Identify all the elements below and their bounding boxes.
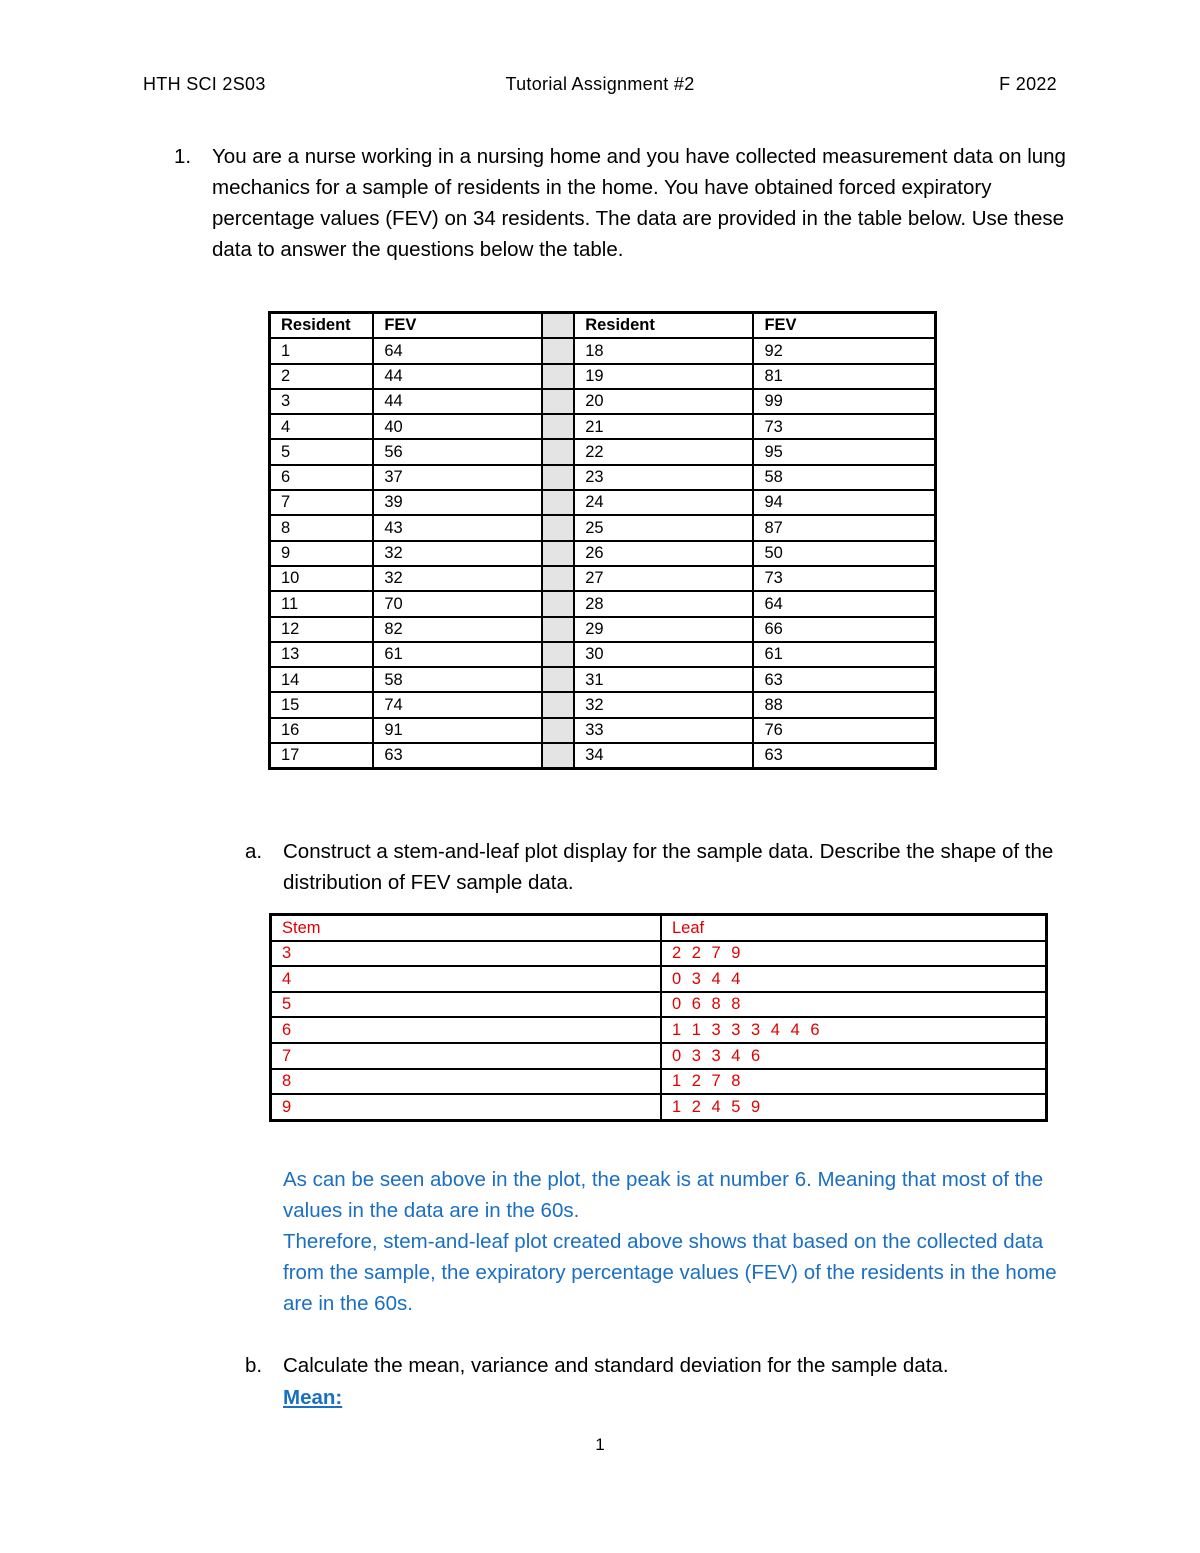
part-b-text: Calculate the mean, variance and standard deviation for the sample data. xyxy=(283,1354,949,1377)
table-row xyxy=(270,338,936,363)
table-divider xyxy=(542,692,574,717)
fev-cell: 32 xyxy=(373,566,542,591)
fev-cell: 61 xyxy=(373,642,542,667)
header-term: F 2022 xyxy=(999,74,1057,94)
table-row xyxy=(270,566,936,591)
stem-cell: 9 xyxy=(271,1094,662,1120)
leaf-cell: 1 1 3 3 3 4 4 6 xyxy=(661,1017,1047,1043)
fev-cell: 64 xyxy=(753,591,935,616)
fev-cell: 63 xyxy=(373,743,542,769)
fev-cell: 64 xyxy=(373,338,542,363)
stem-cell: 8 xyxy=(271,1069,662,1095)
table-divider xyxy=(542,743,574,769)
resident-cell: 27 xyxy=(574,566,753,591)
question-1-text: You are a nurse working in a nursing home and you have collected measurement data on lung mechanics for a sample of residents in the home. You have obtained forced expiratory percentage values (FEV) on 34 residents. The data are provided in the table below. Use these data to answer the questions below the table. xyxy=(212,145,1066,261)
table-row xyxy=(270,591,936,616)
table-divider xyxy=(542,541,574,566)
stem-cell: 7 xyxy=(271,1043,662,1069)
resident-cell: 19 xyxy=(574,364,753,389)
table-row xyxy=(270,667,936,692)
fev-cell: 92 xyxy=(753,338,935,363)
page-number: 1 xyxy=(595,1435,605,1454)
resident-cell: 8 xyxy=(270,515,374,540)
answer-a xyxy=(283,1164,1073,1319)
header-stem: Stem xyxy=(271,915,662,941)
resident-cell: 15 xyxy=(270,692,374,717)
fev-cell: 50 xyxy=(753,541,935,566)
fev-cell: 73 xyxy=(753,566,935,591)
resident-cell: 32 xyxy=(574,692,753,717)
table-row xyxy=(270,692,936,717)
fev-cell: 66 xyxy=(753,617,935,642)
table-divider xyxy=(542,667,574,692)
resident-cell: 13 xyxy=(270,642,374,667)
fev-cell: 44 xyxy=(373,389,542,414)
resident-cell: 7 xyxy=(270,490,374,515)
resident-cell: 4 xyxy=(270,414,374,439)
table-divider xyxy=(542,389,574,414)
leaf-cell: 2 2 7 9 xyxy=(661,941,1047,967)
header-fev: FEV xyxy=(753,313,935,339)
resident-cell: 14 xyxy=(270,667,374,692)
fev-cell: 58 xyxy=(373,667,542,692)
fev-cell: 82 xyxy=(373,617,542,642)
table-row xyxy=(270,490,936,515)
table-row xyxy=(271,966,1047,992)
table-row xyxy=(270,718,936,743)
table-row xyxy=(270,743,936,769)
fev-cell: 58 xyxy=(753,465,935,490)
table-divider xyxy=(542,364,574,389)
resident-cell: 28 xyxy=(574,591,753,616)
answer-a-paragraph-1: As can be seen above in the plot, the peak is at number 6. Meaning that most of the values in the data are in the 60s. xyxy=(283,1168,1044,1222)
fev-cell: 39 xyxy=(373,490,542,515)
table-divider xyxy=(542,338,574,363)
stem-cell: 4 xyxy=(271,966,662,992)
resident-cell: 2 xyxy=(270,364,374,389)
fev-cell: 61 xyxy=(753,642,935,667)
resident-cell: 6 xyxy=(270,465,374,490)
table-row xyxy=(271,1017,1047,1043)
resident-cell: 22 xyxy=(574,439,753,464)
stem-cell: 5 xyxy=(271,992,662,1018)
mean-label: Mean: xyxy=(283,1386,343,1409)
resident-cell: 34 xyxy=(574,743,753,769)
fev-cell: 73 xyxy=(753,414,935,439)
fev-cell: 91 xyxy=(373,718,542,743)
stem-header-row xyxy=(271,915,1047,941)
resident-cell: 29 xyxy=(574,617,753,642)
fev-cell: 74 xyxy=(373,692,542,717)
part-a-label: a. xyxy=(245,840,263,863)
part-a-text: Construct a stem-and-leaf plot display for the sample data. Describe the shape of the distribution of FEV sample data. xyxy=(283,840,1054,894)
resident-cell: 1 xyxy=(270,338,374,363)
stem-cell: 3 xyxy=(271,941,662,967)
fev-cell: 81 xyxy=(753,364,935,389)
table-row xyxy=(270,465,936,490)
header-title: Tutorial Assignment #2 xyxy=(505,74,695,94)
fev-cell: 99 xyxy=(753,389,935,414)
resident-cell: 9 xyxy=(270,541,374,566)
table-divider xyxy=(542,313,574,339)
table-row xyxy=(270,439,936,464)
header-resident: Resident xyxy=(270,313,374,339)
fev-cell: 88 xyxy=(753,692,935,717)
table-row xyxy=(271,1094,1047,1120)
resident-cell: 30 xyxy=(574,642,753,667)
fev-cell: 44 xyxy=(373,364,542,389)
resident-cell: 11 xyxy=(270,591,374,616)
table-divider xyxy=(542,414,574,439)
table-divider xyxy=(542,566,574,591)
header-leaf: Leaf xyxy=(661,915,1047,941)
table-row xyxy=(271,1069,1047,1095)
fev-cell: 63 xyxy=(753,667,935,692)
table-divider xyxy=(542,617,574,642)
table-divider xyxy=(542,465,574,490)
fev-cell: 95 xyxy=(753,439,935,464)
table-divider xyxy=(542,439,574,464)
table-row xyxy=(270,541,936,566)
leaf-cell: 1 2 7 8 xyxy=(661,1069,1047,1095)
fev-header-row xyxy=(270,313,936,339)
fev-cell: 70 xyxy=(373,591,542,616)
leaf-cell: 1 2 4 5 9 xyxy=(661,1094,1047,1120)
table-divider xyxy=(542,642,574,667)
answer-a-paragraph-2: Therefore, stem-and-leaf plot created above shows that based on the collected data from the sample, the expiratory percentage values (FEV) of the residents in the home are in the 60s. xyxy=(283,1230,1057,1315)
stem-leaf-table xyxy=(269,913,1048,1122)
question-1-number: 1. xyxy=(174,145,192,168)
table-row xyxy=(270,617,936,642)
fev-data-table xyxy=(268,311,937,770)
resident-cell: 12 xyxy=(270,617,374,642)
resident-cell: 3 xyxy=(270,389,374,414)
resident-cell: 5 xyxy=(270,439,374,464)
resident-cell: 25 xyxy=(574,515,753,540)
fev-cell: 94 xyxy=(753,490,935,515)
header-course-code: HTH SCI 2S03 xyxy=(143,74,266,94)
header-resident: Resident xyxy=(574,313,753,339)
resident-cell: 18 xyxy=(574,338,753,363)
leaf-cell: 0 6 8 8 xyxy=(661,992,1047,1018)
fev-cell: 87 xyxy=(753,515,935,540)
resident-cell: 17 xyxy=(270,743,374,769)
resident-cell: 31 xyxy=(574,667,753,692)
table-divider xyxy=(542,490,574,515)
table-row xyxy=(271,992,1047,1018)
table-divider xyxy=(542,718,574,743)
fev-cell: 37 xyxy=(373,465,542,490)
header-fev: FEV xyxy=(373,313,542,339)
table-row xyxy=(271,941,1047,967)
resident-cell: 23 xyxy=(574,465,753,490)
resident-cell: 10 xyxy=(270,566,374,591)
question-1 xyxy=(174,141,1074,265)
table-row xyxy=(270,642,936,667)
table-row xyxy=(270,414,936,439)
resident-cell: 16 xyxy=(270,718,374,743)
table-row xyxy=(270,389,936,414)
table-row xyxy=(270,515,936,540)
part-b xyxy=(245,1350,1065,1381)
table-row xyxy=(271,1043,1047,1069)
resident-cell: 21 xyxy=(574,414,753,439)
table-row xyxy=(270,364,936,389)
fev-cell: 63 xyxy=(753,743,935,769)
part-a xyxy=(245,836,1065,898)
part-b-label: b. xyxy=(245,1354,263,1377)
resident-cell: 26 xyxy=(574,541,753,566)
resident-cell: 33 xyxy=(574,718,753,743)
resident-cell: 20 xyxy=(574,389,753,414)
leaf-cell: 0 3 3 4 6 xyxy=(661,1043,1047,1069)
table-divider xyxy=(542,591,574,616)
table-divider xyxy=(542,515,574,540)
fev-cell: 43 xyxy=(373,515,542,540)
fev-cell: 56 xyxy=(373,439,542,464)
leaf-cell: 0 3 4 4 xyxy=(661,966,1047,992)
fev-cell: 32 xyxy=(373,541,542,566)
resident-cell: 24 xyxy=(574,490,753,515)
fev-cell: 40 xyxy=(373,414,542,439)
fev-cell: 76 xyxy=(753,718,935,743)
stem-cell: 6 xyxy=(271,1017,662,1043)
